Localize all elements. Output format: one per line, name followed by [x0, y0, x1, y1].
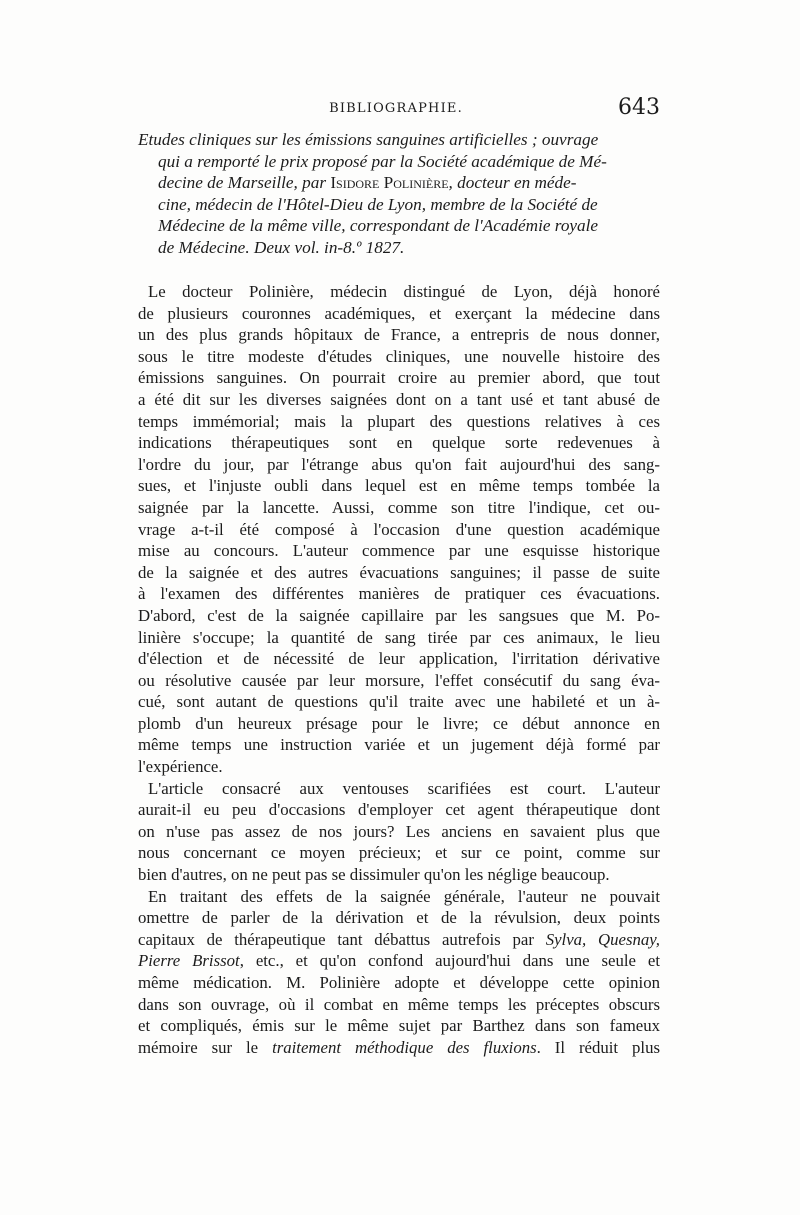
- text-line: D'abord, c'est de la saignée capillaire par les sangsues que M. Po-: [138, 605, 660, 625]
- text-line: En traitant des effets de la saignée générale, l'auteur ne pouvait: [148, 886, 660, 906]
- text-line: de plusieurs couronnes académiques, et exerçant la médecine dans: [138, 303, 660, 323]
- text-run: mémoire sur le: [138, 1037, 273, 1057]
- review-heading: [138, 129, 660, 259]
- text-line: nous concernant ce moyen précieux; et sur ce point, comme sur: [138, 843, 660, 863]
- paragraph: [138, 281, 660, 778]
- text-line: ou résolutive causée par leur morsure, l'effet consécutif du sang éva-: [138, 670, 660, 690]
- text-line: indications thérapeutiques sont en quelque sorte redevenues à: [138, 433, 660, 453]
- text-line: cué, sont autant de questions qu'il traite avec une habileté et un à-: [138, 692, 660, 712]
- author-names: Sylva, Quesnay,: [545, 929, 660, 949]
- text-line: d'élection et de nécessité de leur application, l'irritation dérivative: [138, 649, 660, 669]
- text-run: , etc., et qu'on confond aujourd'hui dans une seule et: [239, 951, 660, 971]
- heading-text: decine de Marseille, par: [158, 173, 331, 193]
- text-line: temps immémorial; mais la plupart des questions relatives à ces: [138, 411, 660, 431]
- text-line: même temps une instruction variée et un jugement déjà formé par: [138, 735, 660, 755]
- text-line: émissions sanguines. On pourrait croire au premier abord, que tout: [138, 368, 660, 388]
- text-line: bien d'autres, on ne peut pas se dissimuler qu'on les néglige beaucoup.: [138, 865, 610, 885]
- text-run: . Il réduit plus: [536, 1037, 660, 1057]
- text-line: plomb d'un heureux présage pour le livre; ce début annonce en: [138, 713, 660, 733]
- text-line: l'expérience.: [138, 757, 223, 777]
- work-title: traitement méthodique des fluxions: [272, 1037, 537, 1057]
- heading-line: [138, 172, 660, 194]
- heading-line: Médecine de la même ville, correspondant de l'Académie royale: [158, 216, 599, 236]
- text-line: a été dit sur les diverses saignées dont on a tant usé et tant abusé de: [138, 389, 660, 409]
- text-line: vrage a-t-il été composé à l'occasion d'une question académique: [138, 519, 660, 539]
- text-line: l'ordre du jour, par l'étrange abus qu'on fait aujourd'hui des sang-: [138, 454, 660, 474]
- author-name: Isidore Polinière: [330, 173, 449, 193]
- paragraph: [138, 886, 660, 1059]
- heading-text: , docteur en méde-: [448, 173, 577, 193]
- text-line: [138, 1037, 660, 1059]
- running-title: BIBLIOGRAPHIE.: [329, 101, 463, 116]
- text-line: sues, et l'injuste oubli dans lequel est en même temps tombée la: [138, 476, 660, 496]
- heading-line: cine, médecin de l'Hôtel-Dieu de Lyon, membre de la Société de: [158, 194, 598, 214]
- text-line: même médication. M. Polinière adopte et développe cette opinion: [138, 973, 660, 992]
- text-line: saignée par la lancette. Aussi, comme son titre l'indique, cet ou-: [138, 497, 660, 517]
- paragraph: [138, 778, 660, 886]
- text-line: [138, 929, 660, 951]
- text-line: dans son ouvrage, où il combat en même temps les préceptes obscurs: [138, 994, 660, 1014]
- text-line: on n'use pas assez de nos jours? Les anciens en savaient plus que: [138, 821, 660, 841]
- text-line: L'article consacré aux ventouses scarifiées est court. L'auteur: [148, 778, 660, 798]
- text-line: omettre de parler de la dérivation et de la révulsion, deux points: [138, 908, 660, 928]
- text-line: mise au concours. L'auteur commence par une esquisse historique: [138, 541, 660, 561]
- page-number: 643: [618, 95, 660, 120]
- heading-line: qui a remporté le prix proposé par la Société académique de Mé-: [158, 151, 607, 171]
- text-line: Le docteur Polinière, médecin distingué de Lyon, déjà honoré: [148, 282, 660, 301]
- text-line: un des plus grands hôpitaux de France, a entrepris de nous donner,: [138, 325, 660, 345]
- running-head: [132, 95, 660, 125]
- text-run: capitaux de thérapeutique tant débattus autrefois par: [138, 929, 546, 949]
- review-body: [138, 281, 660, 1058]
- text-line: et compliqués, émis sur le même sujet par Barthez dans son fameux: [138, 1016, 660, 1036]
- text-line: à l'examen des différentes manières de pratiquer ces évacuations.: [138, 584, 660, 604]
- text-line: aurait-il eu peu d'occasions d'employer cet agent thérapeutique dont: [138, 800, 660, 820]
- text-line: [138, 950, 660, 972]
- text-line: sous le titre modeste d'études cliniques, une nouvelle histoire des: [138, 346, 660, 366]
- text-line: linière s'occupe; la quantité de sang tirée par ces animaux, le lieu: [138, 627, 660, 647]
- author-name: Pierre Brissot: [138, 951, 240, 971]
- text-line: de la saignée et des autres évacuations sanguines; il passe de suite: [138, 562, 660, 582]
- heading-line: de Médecine. Deux vol. in-8.º 1827.: [158, 237, 405, 257]
- heading-line: Etudes cliniques sur les émissions sanguines artificielles ; ouvrage: [138, 130, 599, 149]
